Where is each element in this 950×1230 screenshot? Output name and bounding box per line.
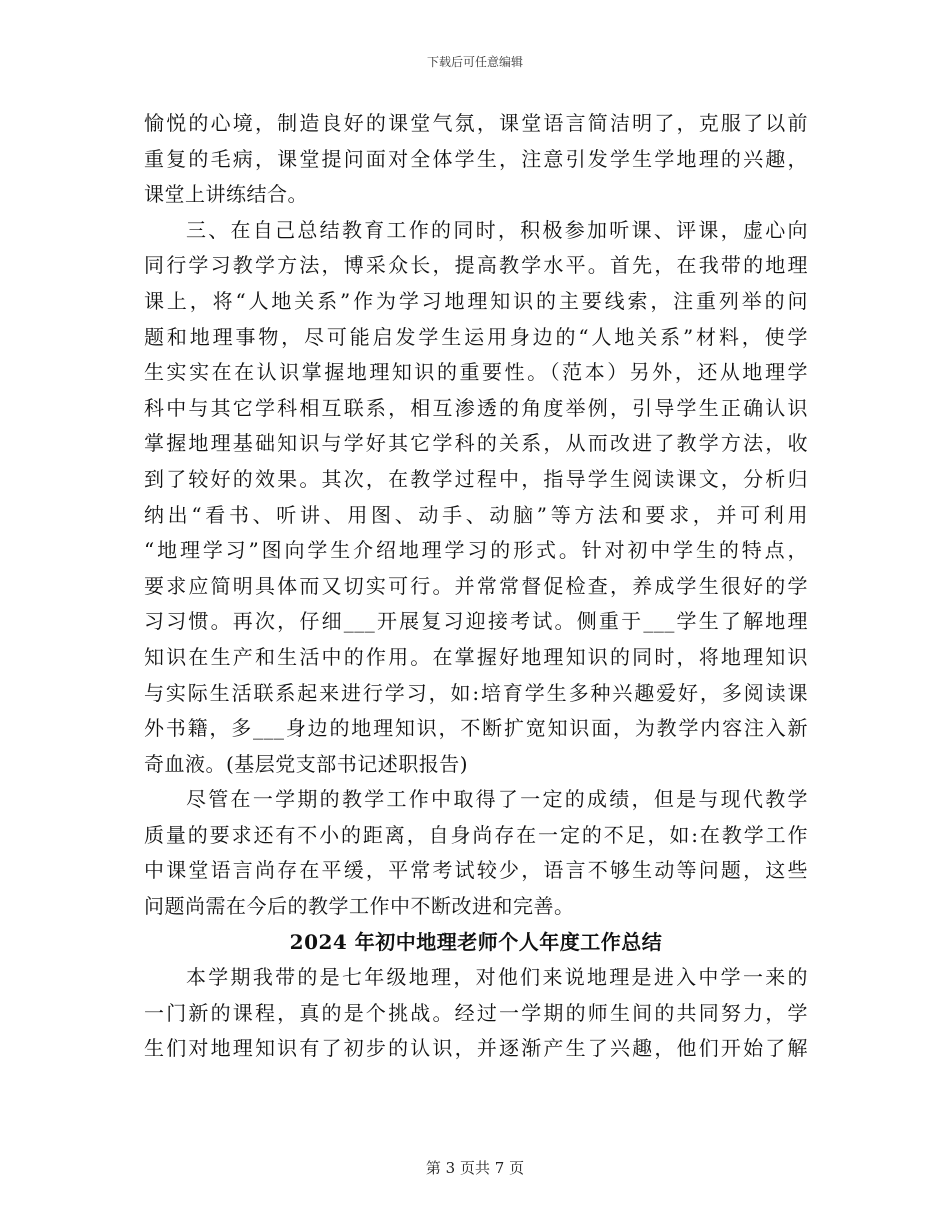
- paragraph: [144, 213, 808, 783]
- text-line: 同行学习教学方法，博采众长，提高教学水平。首先，在我带的地理: [144, 253, 808, 278]
- text-line: 质量的要求还有不小的距离，自身尚存在一定的不足，如:在教学工作: [144, 822, 808, 847]
- text-line: 本学期我带的是七年级地理，对他们来说地理是进入中学一来的: [186, 965, 808, 990]
- text-line: 纳出“看书、听讲、用图、动手、动脑”等方法和要求，并可利用: [144, 502, 808, 527]
- text-line: 科中与其它学科相互联系，相互渗透的角度举例，引导学生正确认识: [144, 395, 808, 420]
- text-line: 重复的毛病，课堂提问面对全体学生，注意引发学生学地理的兴趣，: [144, 146, 808, 171]
- text-line: 课堂上讲练结合。: [144, 182, 308, 207]
- text-line: 中课堂语言尚存在平缓，平常考试较少，语言不够生动等问题，这些: [144, 858, 808, 883]
- document-body: [144, 106, 808, 1067]
- text-line: 三、在自己总结教育工作的同时，积极参加听课、评课，虚心向: [186, 217, 808, 242]
- text-line: 问题尚需在今后的教学工作中不断改进和完善。: [144, 894, 575, 919]
- text-line: 奇血液。(基层党支部书记述职报告): [144, 751, 469, 776]
- text-line: 到了较好的效果。其次，在教学过程中，指导学生阅读课文，分析归: [144, 466, 808, 491]
- text-line: 愉悦的心境，制造良好的课堂气氛，课堂语言简洁明了，克服了以前: [144, 111, 808, 135]
- paragraph: [144, 960, 808, 1067]
- text-line: 生实实在在认识掌握地理知识的重要性。（范本）另外，还从地理学: [144, 360, 808, 385]
- text-line: 题和地理事物，尽可能启发学生运用身边的“人地关系”材料，使学: [144, 324, 808, 349]
- text-line: 一门新的课程，真的是个挑战。经过一学期的师生间的共同努力，学: [144, 1000, 808, 1025]
- section-title: 2024 年初中地理老师个人年度工作总结: [289, 929, 663, 954]
- text-line: 知识在生产和生活中的作用。在掌握好地理知识的同时，将地理知识: [144, 644, 808, 669]
- text-line: 外书籍，多___身边的地理知识，不断扩宽知识面，为教学内容注入新: [144, 716, 808, 741]
- text-line: 与实际生活联系起来进行学习，如:培育学生多种兴趣爱好，多阅读课: [144, 680, 808, 705]
- text-line: 课上，将“人地关系”作为学习地理知识的主要线索，注重列举的问: [144, 288, 808, 313]
- text-line: 掌握地理基础知识与学好其它学科的关系，从而改进了教学方法，收: [144, 431, 808, 456]
- text-line: 习习惯。再次，仔细___开展复习迎接考试。侧重于___学生了解地理: [144, 609, 808, 634]
- text-line: “地理学习”图向学生介绍地理学习的形式。针对初中学生的特点，: [144, 538, 808, 563]
- text-line: 要求应简明具体而又切实可行。并常常督促检查，养成学生很好的学: [144, 573, 808, 598]
- paragraph: [144, 106, 808, 213]
- page-footer: 第 3 页共 7 页: [425, 1159, 525, 1177]
- page-header: 下载后可任意编辑: [426, 55, 523, 69]
- text-line: 生们对地理知识有了初步的认识，并逐渐产生了兴趣，他们开始了解: [144, 1036, 808, 1061]
- paragraph: [144, 782, 808, 924]
- text-line: 尽管在一学期的教学工作中取得了一定的成绩，但是与现代教学: [186, 787, 808, 812]
